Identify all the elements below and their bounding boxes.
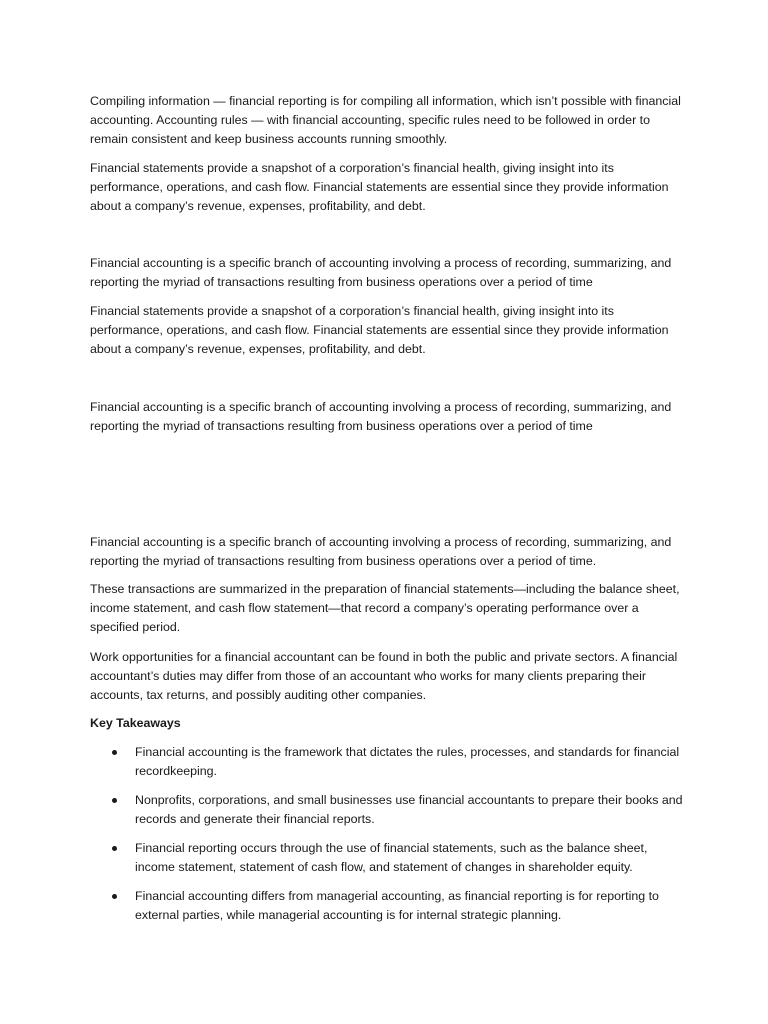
list-item (90, 839, 690, 877)
paragraph-financial-statements: Financial statements provide a snapshot of a corporation’s financial health, giving insight into its performance, operations, and cash flow. Financial statements are essential since they provide information about a company’s revenue, expenses, profitability, and debt. (90, 304, 669, 356)
paragraph-financial-statements: Financial statements provide a snapshot of a corporation’s financial health, giving insight into its performance, operations, and cash flow. Financial statements are essential since they provide information about a company’s revenue, expenses, profitability, and debt. (90, 161, 669, 213)
paragraph-work-opportunities: Work opportunities for a financial accountant can be found in both the public and private sectors. A financial accountant’s duties may differ from those of an accountant who works for many clients preparing their accounts, tax returns, and possibly auditing other companies. (90, 650, 678, 702)
bullet-icon (112, 750, 117, 755)
key-takeaways-list (90, 743, 690, 935)
bullet-icon (112, 798, 117, 803)
bullet-icon (112, 846, 117, 851)
paragraph-transactions-summary: These transactions are summarized in the preparation of financial statements—including the balance sheet, income statement, and cash flow statement—that record a company’s operating performance over a specified period. (90, 582, 680, 634)
list-item (90, 887, 690, 925)
paragraph-financial-accounting: Financial accounting is a specific branch of accounting involving a process of recording, summarizing, and reporting the myriad of transactions resulting from business operations over a period of time. (90, 535, 672, 568)
list-item (90, 791, 690, 829)
list-item-text: Nonprofits, corporations, and small businesses use financial accountants to prepare their books and records and generate their financial reports. (135, 793, 683, 826)
paragraph-financial-accounting: Financial accounting is a specific branch of accounting involving a process of recording, summarizing, and reporting the myriad of transactions resulting from business operations over a period of time (90, 256, 672, 289)
paragraph-compiling-information: Compiling information — financial reporting is for compiling all information, which isn’t possible with financial accounting. Accounting rules — with financial accounting, specific rules need to be followed in order to remain consistent and keep business accounts running smoothly. (90, 94, 681, 146)
bullet-icon (112, 894, 117, 899)
paragraph-financial-accounting: Financial accounting is a specific branch of accounting involving a process of recording, summarizing, and reporting the myriad of transactions resulting from business operations over a period of time (90, 400, 672, 433)
list-item-text: Financial accounting differs from managerial accounting, as financial reporting is for reporting to external parties, while managerial accounting is for internal strategic planning. (135, 889, 659, 922)
list-item-text: Financial reporting occurs through the use of financial statements, such as the balance sheet, income statement, statement of cash flow, and statement of changes in shareholder equity. (135, 841, 648, 874)
key-takeaways-heading: Key Takeaways (90, 716, 181, 730)
list-item (90, 743, 690, 781)
list-item-text: Financial accounting is the framework that dictates the rules, processes, and standards for financial recordkeeping. (135, 745, 680, 778)
